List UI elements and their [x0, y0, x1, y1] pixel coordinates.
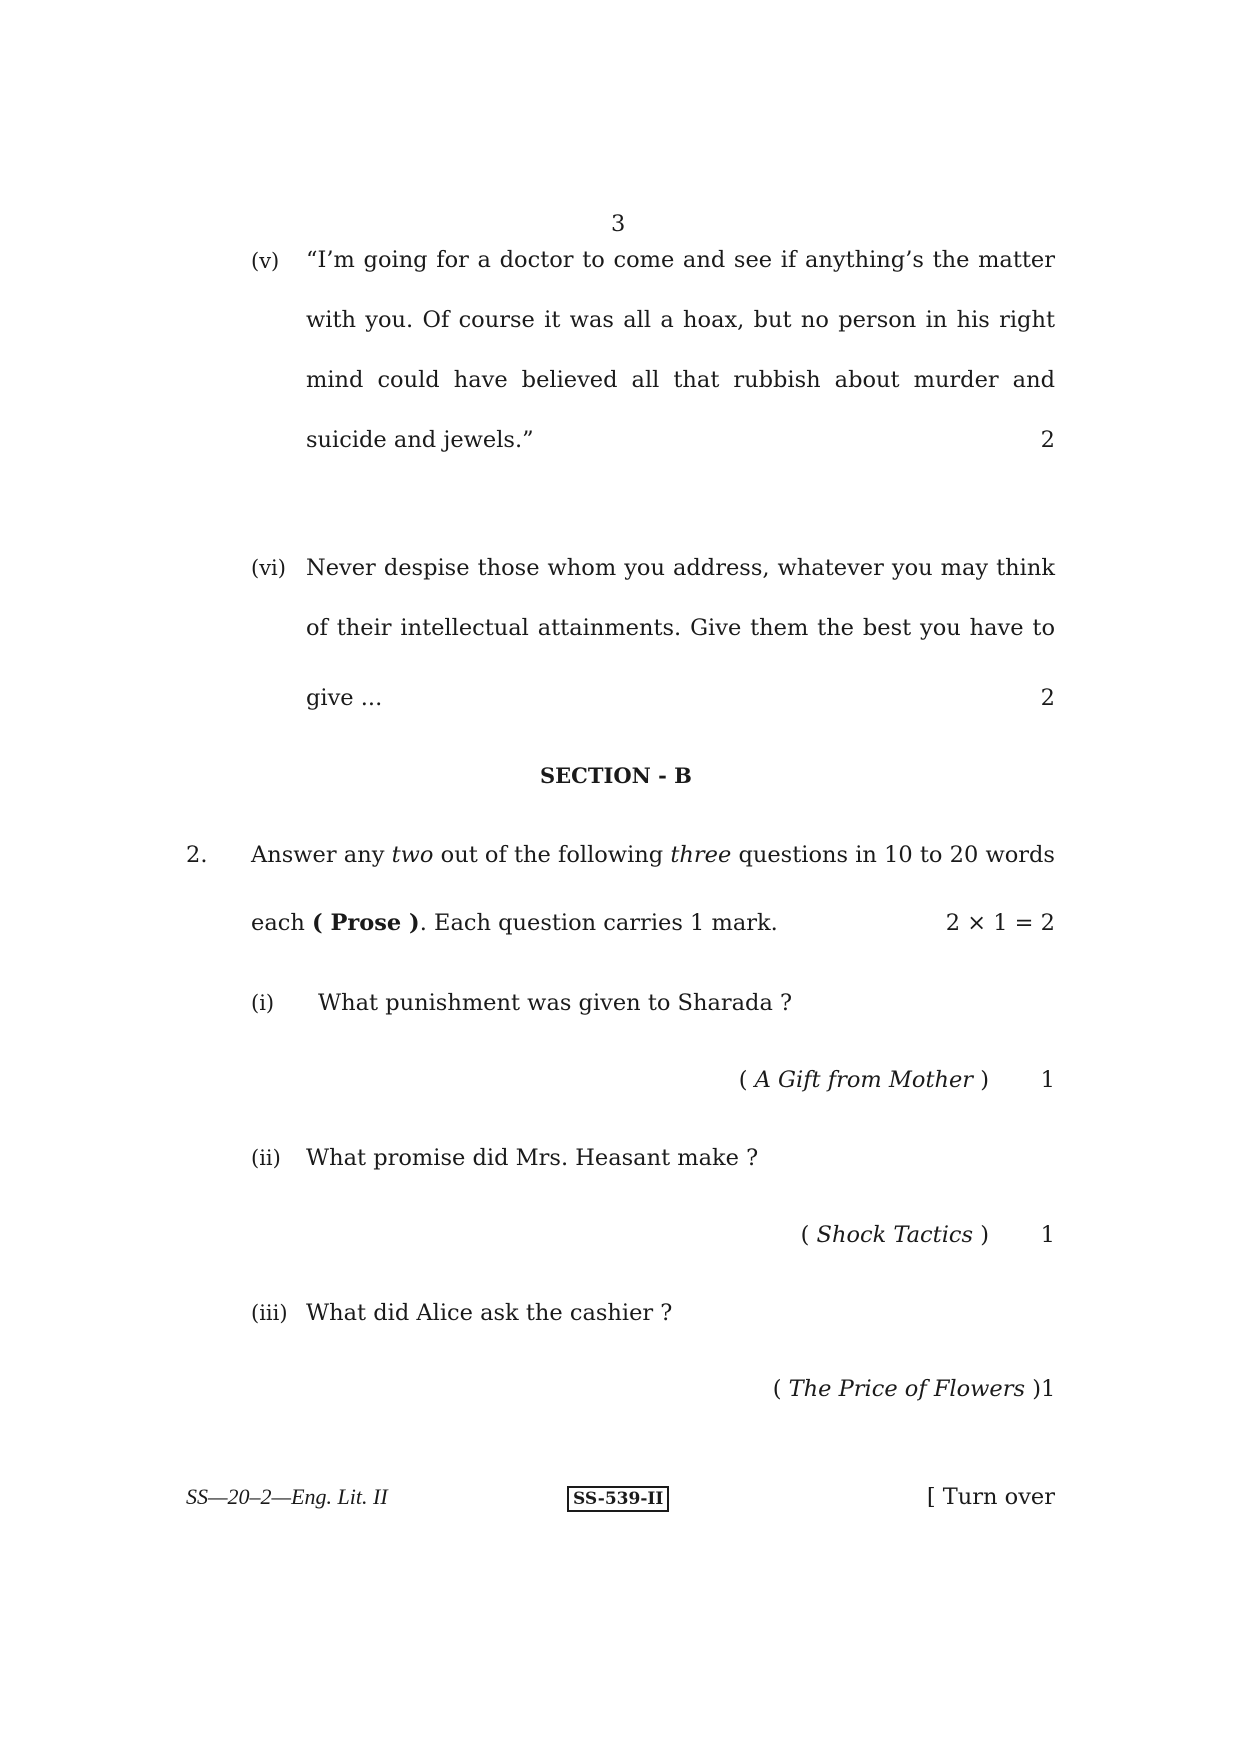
subquestion-text: What punishment was given to Sharada ?	[318, 990, 793, 1016]
item-line: “I’m going for a doctor to come and see if anything’s the matter	[306, 247, 1055, 273]
paren: )	[973, 1222, 989, 1248]
q-text: questions in 10 to 20 words	[731, 842, 1055, 868]
source-title: The Price of Flowers	[788, 1376, 1026, 1402]
paren: (	[800, 1222, 817, 1248]
q-text: Answer any	[251, 842, 392, 868]
question-line-1	[251, 842, 1055, 868]
item-line: mind could have believed all that rubbish about murder and	[306, 367, 1055, 393]
q-emphasis: three	[670, 842, 732, 868]
item-marks: 2	[1040, 427, 1055, 453]
item-line: of their intellectual attainments. Give them the best you have to	[306, 615, 1055, 641]
item-line: with you. Of course it was all a hoax, but no person in his right	[306, 307, 1055, 333]
q-emphasis: two	[391, 842, 434, 868]
paren: (	[738, 1067, 755, 1093]
item-marks: 2	[1040, 685, 1055, 711]
paren: )	[1025, 1376, 1041, 1402]
source-title: Shock Tactics	[816, 1222, 974, 1248]
paren: (	[772, 1376, 789, 1402]
q-text: out of the following	[433, 842, 671, 868]
subquestion-source	[739, 1067, 989, 1093]
subquestion-text: What did Alice ask the cashier ?	[306, 1300, 673, 1326]
subquestion-source	[773, 1376, 1041, 1402]
subquestion-text: What promise did Mrs. Heasant make ?	[306, 1145, 759, 1171]
item-number: (v)	[251, 249, 280, 273]
section-heading: SECTION - B	[540, 763, 692, 788]
footer-booklet-code: SS-539-II	[567, 1486, 669, 1512]
question-number: 2.	[186, 842, 208, 868]
item-line: give ...	[306, 685, 383, 711]
subquestion-marks: 1	[1040, 1222, 1055, 1248]
footer-paper-code: SS—20–2—Eng. Lit. II	[186, 1484, 388, 1509]
q-text: . Each question carries 1 mark.	[419, 910, 778, 936]
item-line: suicide and jewels.”	[306, 427, 534, 453]
item-number: (vi)	[251, 556, 286, 580]
subquestion-source	[801, 1222, 989, 1248]
question-marks: 2 × 1 = 2	[945, 910, 1055, 936]
item-line: Never despise those whom you address, whatever you may think	[306, 555, 1055, 581]
paren: )	[973, 1067, 989, 1093]
subquestion-marks: 1	[1041, 1376, 1056, 1402]
q-bold: ( Prose )	[311, 910, 420, 936]
question-line-2	[251, 910, 778, 936]
footer-turn-over: [ Turn over	[926, 1484, 1055, 1510]
subquestion-number: (ii)	[251, 1146, 281, 1170]
page-number: 3	[611, 211, 626, 237]
subquestion-marks: 1	[1040, 1067, 1055, 1093]
source-title: A Gift from Mother	[754, 1067, 974, 1093]
q-text: each	[251, 910, 312, 936]
subquestion-number: (i)	[251, 991, 275, 1015]
subquestion-number: (iii)	[251, 1301, 288, 1325]
